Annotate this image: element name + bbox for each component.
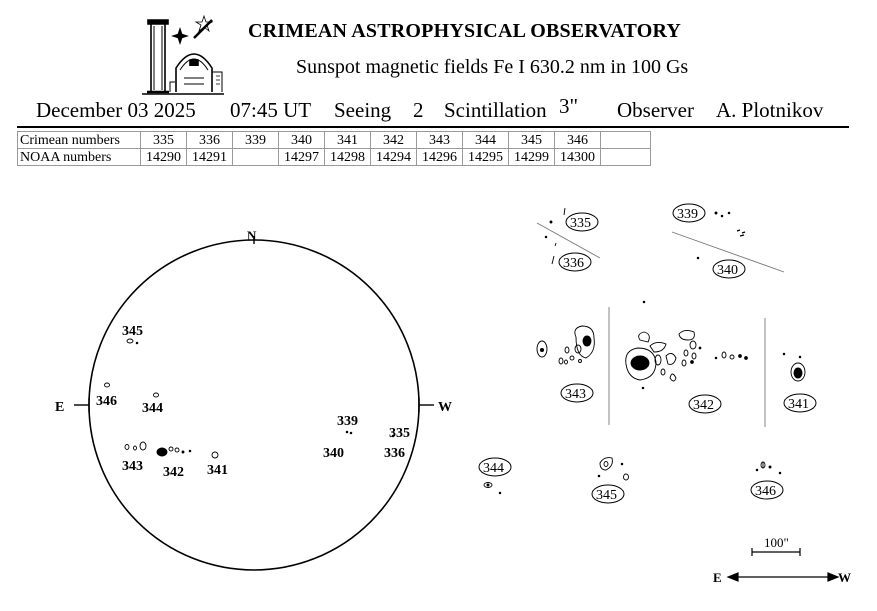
detail-west-label: W xyxy=(838,570,851,585)
disk-spot-345 xyxy=(127,339,133,343)
chart-subtitle: Sunspot magnetic fields Fe I 630.2 nm in 100 Gs xyxy=(296,56,689,78)
table-cell: 345 xyxy=(509,132,555,149)
table-cell: 346 xyxy=(555,132,601,149)
disk-label-346: 346 xyxy=(96,394,117,409)
disk-spot-342 xyxy=(157,448,167,456)
detail-label-345: 345 xyxy=(596,488,617,503)
table-cell: 14291 xyxy=(187,149,233,166)
solar-disk xyxy=(74,236,434,570)
table-cell: 14299 xyxy=(509,149,555,166)
table-cell: 343 xyxy=(417,132,463,149)
disk-label-342: 342 xyxy=(163,465,184,480)
disk-label-340: 340 xyxy=(323,446,344,461)
crimean-numbers-label: Crimean numbers xyxy=(18,132,141,149)
detail-label-343: 343 xyxy=(565,387,586,402)
observation-time: 07:45 UT xyxy=(230,98,312,122)
disk-label-341: 341 xyxy=(207,463,228,478)
observation-date: December 03 2025 xyxy=(36,98,196,122)
table-cell: 14296 xyxy=(417,149,463,166)
table-cell: 339 xyxy=(233,132,279,149)
scintillation-label: Scintillation xyxy=(444,98,547,122)
table-cell: 14290 xyxy=(141,149,187,166)
detail-label-335: 335 xyxy=(570,216,591,231)
detail-label-336: 336 xyxy=(563,256,584,271)
table-cell: 14295 xyxy=(463,149,509,166)
disk-label-343: 343 xyxy=(122,459,143,474)
disk-spot-346 xyxy=(105,383,110,387)
disk-west-label: W xyxy=(438,400,452,415)
detail-label-339: 339 xyxy=(677,207,698,222)
detail-label-340: 340 xyxy=(717,263,738,278)
disk-label-345: 345 xyxy=(122,324,143,339)
noaa-numbers-label: NOAA numbers xyxy=(18,149,141,166)
disk-label-335: 335 xyxy=(389,426,410,441)
detail-label-344: 344 xyxy=(483,461,504,476)
detail-contours xyxy=(484,208,805,494)
observer-name: A. Plotnikov xyxy=(716,98,824,122)
disk-spot-343 xyxy=(125,445,129,450)
table-cell: 340 xyxy=(279,132,325,149)
table-cell: 14298 xyxy=(325,149,371,166)
disk-spot-344 xyxy=(154,393,159,397)
disk-north-label: N xyxy=(247,228,257,243)
scale-bar-label: 100" xyxy=(764,535,789,550)
east-west-arrow xyxy=(728,573,838,581)
table-cell: 342 xyxy=(371,132,417,149)
detail-east-label: E xyxy=(713,570,722,585)
observatory-title: CRIMEAN ASTROPHYSICAL OBSERVATORY xyxy=(248,20,682,42)
table-cell: 341 xyxy=(325,132,371,149)
disk-label-336: 336 xyxy=(384,446,405,461)
table-cell: 14300 xyxy=(555,149,601,166)
observer-label: Observer xyxy=(617,98,694,122)
table-cell: 14297 xyxy=(279,149,325,166)
scintillation-value: 3" xyxy=(559,94,579,118)
table-cell: 344 xyxy=(463,132,509,149)
detail-label-341: 341 xyxy=(788,397,809,412)
seeing-value: 2 xyxy=(413,98,424,122)
detail-label-346: 346 xyxy=(755,484,776,499)
disk-spot-341 xyxy=(212,452,218,458)
detail-label-342: 342 xyxy=(693,398,714,413)
disk-east-label: E xyxy=(55,400,65,415)
table-cell: 335 xyxy=(141,132,187,149)
disk-label-344: 344 xyxy=(142,401,163,416)
disk-spots xyxy=(105,339,394,458)
disk-label-339: 339 xyxy=(337,414,358,429)
table-cell: 336 xyxy=(187,132,233,149)
seeing-label: Seeing xyxy=(334,98,392,122)
table-cell: 14294 xyxy=(371,149,417,166)
